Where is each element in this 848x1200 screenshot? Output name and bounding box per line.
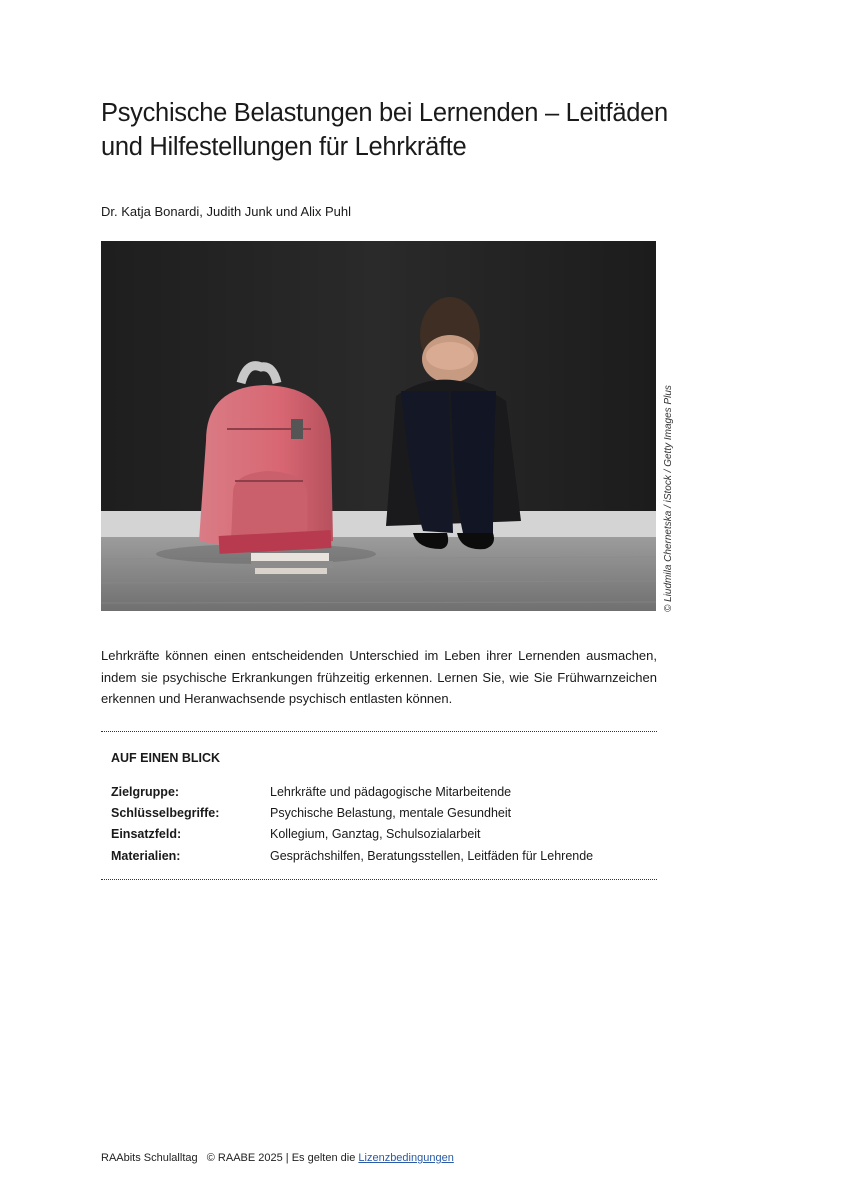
overview-key: Zielgruppe: xyxy=(111,785,180,799)
overview-key: Materialien: xyxy=(111,848,181,863)
authors: Dr. Katja Bonardi, Judith Junk und Alix Puhl xyxy=(101,204,352,219)
divider-bottom xyxy=(101,879,657,880)
divider-top xyxy=(101,731,657,732)
overview-row xyxy=(111,803,593,824)
overview-key: Schlüsselbegriffe: xyxy=(111,806,220,821)
overview-heading: AUF EINEN BLICK xyxy=(111,751,221,765)
overview-row xyxy=(111,782,593,803)
title-line-1: Psychische Belastungen bei Lernenden – Leitfäden xyxy=(101,99,668,127)
overview-value: Gesprächshilfen, Beratungsstellen, Leitfäden für Lehrende xyxy=(270,848,594,863)
overview-value: Kollegium, Ganztag, Schulsozialarbeit xyxy=(270,827,481,842)
overview-row xyxy=(111,824,593,845)
title-line-2: und Hilfestellungen für Lehrkräfte xyxy=(101,133,467,161)
overview-value: Psychische Belastung, mentale Gesundheit xyxy=(270,806,512,821)
photo-credit: © Liudmila Chernetska / iStock / Getty Images Plus xyxy=(663,385,674,612)
footer xyxy=(101,1152,454,1164)
overview-value: Lehrkräfte und pädagogische Mitarbeitende xyxy=(270,785,512,799)
cover-photo xyxy=(101,241,656,611)
intro-text: Lehrkräfte können einen entscheidenden Unterschied im Leben ihrer Lernenden ausmachen, indem sie psychische Erkrankungen frühzeitig erkennen. Lernen Sie, wie Sie Frühwarnzeichen erkennen und Heranwachsende psychisch entlasten können. xyxy=(101,648,657,706)
overview-row xyxy=(111,846,593,867)
footer-text: RAAbits Schulalltag © RAABE 2025 | Es gelten die xyxy=(101,1152,359,1164)
page-title xyxy=(101,96,701,164)
overview-key: Einsatzfeld: xyxy=(111,827,182,842)
license-link[interactable]: Lizenzbedingungen xyxy=(358,1152,454,1164)
overview-table xyxy=(111,782,593,867)
